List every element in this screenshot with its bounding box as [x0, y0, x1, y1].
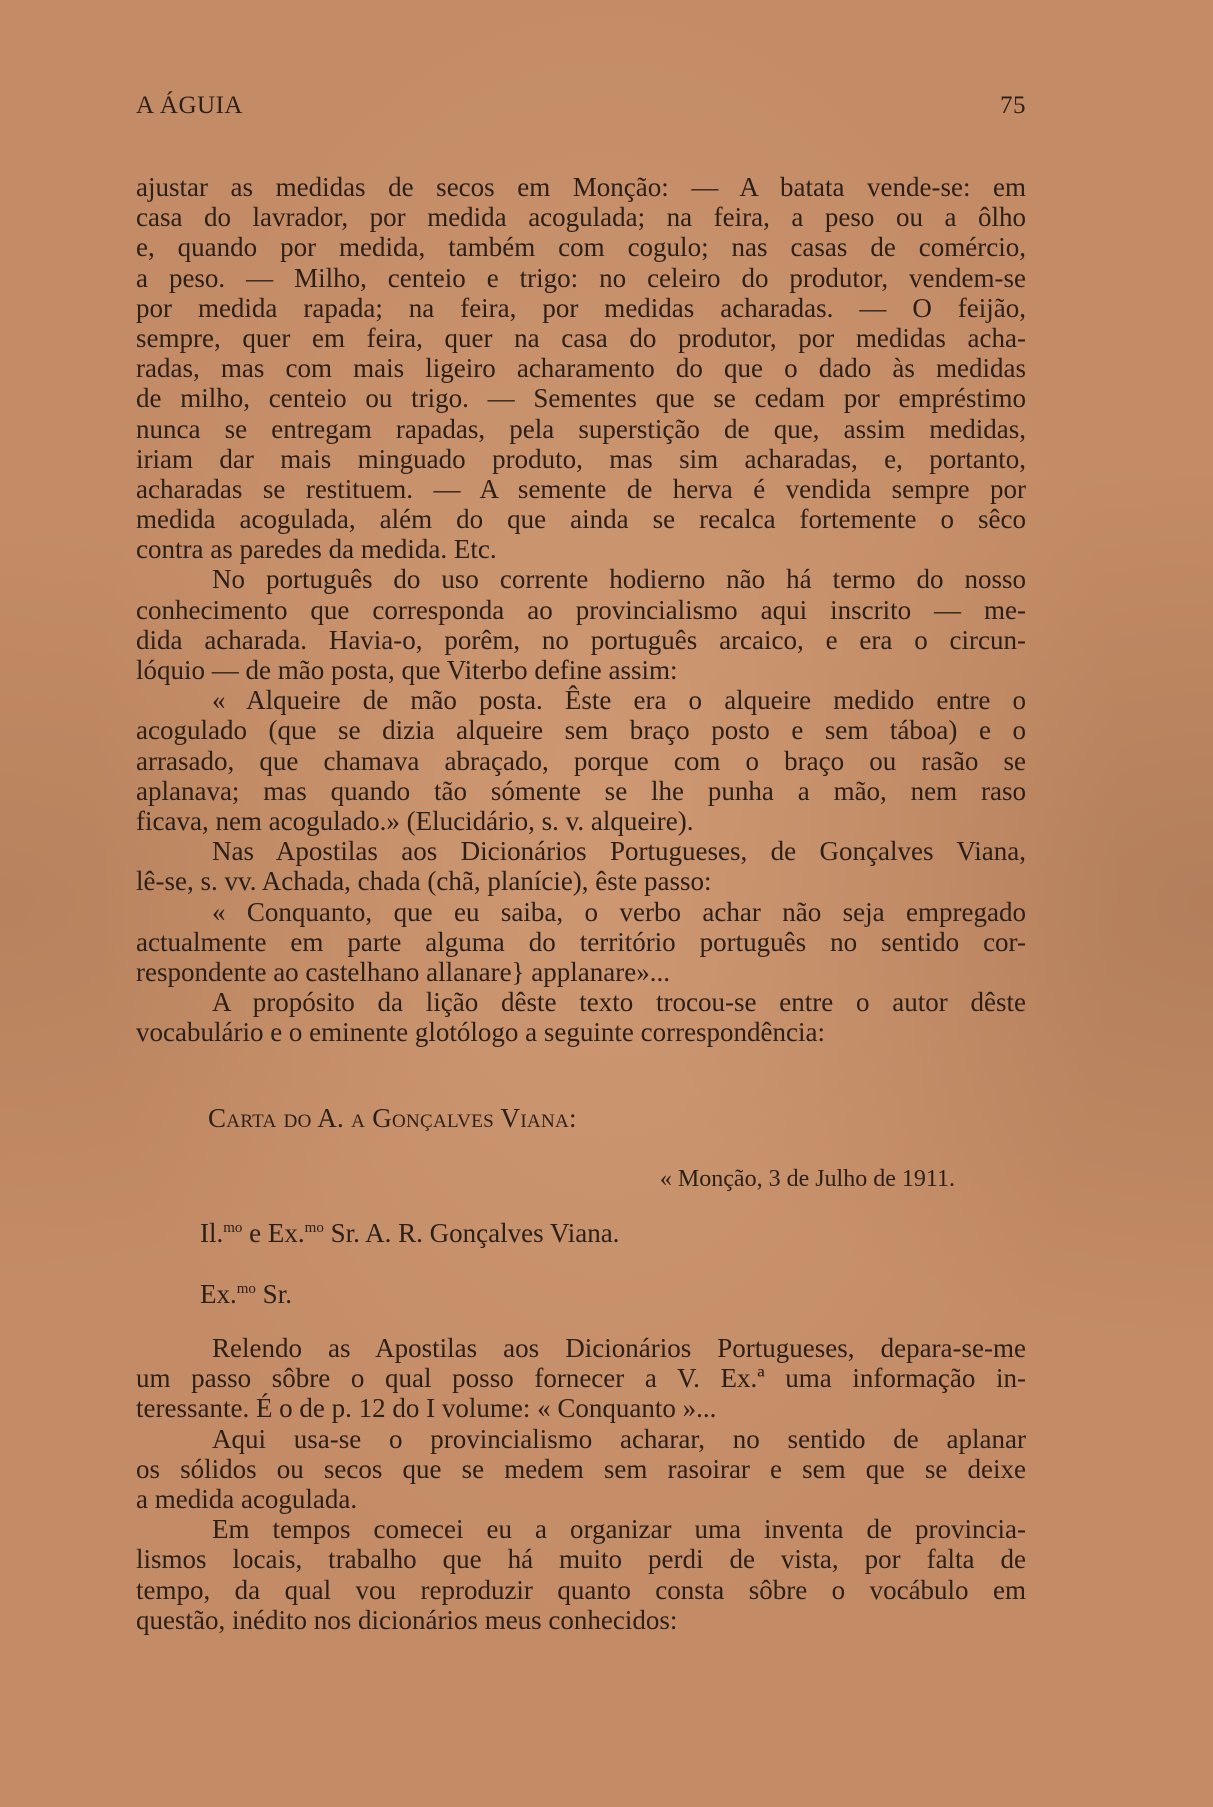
- letter-body: [136, 1333, 1026, 1635]
- text-line: No português do uso corrente hodierno não há termo do nosso: [212, 564, 1026, 595]
- text-line: iriam dar mais minguado produto, mas sim acharadas, e, portanto,: [136, 443, 1026, 474]
- quote-line: actualmente em parte alguma do território português no sentido cor-: [136, 926, 1026, 957]
- body-text: [136, 172, 1026, 1047]
- text-line: de milho, centeio ou trigo. — Sementes que se cedam por empréstimo: [136, 383, 1026, 414]
- page-number: 75: [1000, 92, 1026, 119]
- salutation-prefix: Il.: [200, 1218, 224, 1248]
- greeting-rest: Sr.: [255, 1279, 292, 1309]
- letter-line: questão, inédito nos dicionários meus conhecidos:: [136, 1604, 678, 1635]
- letter-line: Em tempos comecei eu a organizar uma inventa de provincia-: [212, 1514, 1026, 1545]
- quote-line: aplanava; mas quando tão sómente se lhe punha a mão, nem raso: [136, 775, 1026, 806]
- quote-line: « Alqueire de mão posta. Êste era o alqueire medido entre o: [212, 685, 1026, 716]
- text-line: dida acharada. Havia-o, porêm, no português arcaico, e era o circun-: [136, 624, 1026, 655]
- superscript: mo: [304, 1220, 324, 1236]
- text-line: a peso. — Milho, centeio e trigo: no celeiro do produtor, vendem-se: [136, 262, 1026, 293]
- letter-line: tempo, da qual vou reproduzir quanto consta sôbre o vocábulo em: [136, 1574, 1026, 1605]
- text-line: contra as paredes da medida. Etc.: [136, 534, 497, 565]
- text-line: lê-se, s. vv. Achada, chada (chã, planície), êste passo:: [136, 866, 712, 897]
- letter-salutation: [200, 1218, 619, 1249]
- text-line: ajustar as medidas de secos em Monção: — A batata vende-se: em: [136, 172, 1026, 202]
- letter-line: os sólidos ou secos que se medem sem rasoirar e sem que se deixe: [136, 1453, 1026, 1484]
- text-line: Nas Apostilas aos Dicionários Portugueses, de Gonçalves Viana,: [212, 836, 1026, 867]
- quote-line: respondente ao castelhano allanare} applanare»...: [136, 956, 670, 987]
- letter-line: a medida acogulada.: [136, 1483, 358, 1514]
- text-line: radas, mas com mais ligeiro acharamento do que o dado às medidas: [136, 353, 1026, 384]
- text-line: casa do lavrador, por medida acogulada; na feira, a peso ou a ôlho: [136, 202, 1026, 233]
- letter-line: lismos locais, trabalho que há muito perdi de vista, por falta de: [136, 1544, 1026, 1575]
- superscript: mo: [236, 1281, 256, 1297]
- letter-greeting: [200, 1279, 292, 1310]
- salutation-rest: Sr. A. R. Gonçalves Viana.: [323, 1218, 620, 1248]
- letter-line: um passo sôbre o qual posso fornecer a V. Ex.ª uma informação in-: [136, 1363, 1026, 1394]
- superscript: mo: [223, 1220, 243, 1236]
- text-line: e, quando por medida, também com cogulo; nas casas de comércio,: [136, 232, 1026, 263]
- text-line: sempre, quer em feira, quer na casa do produtor, por medidas acha-: [136, 322, 1026, 353]
- text-line: conhecimento que corresponda ao provincialismo aqui inscrito — me-: [136, 594, 1026, 625]
- quote-line: arrasado, que chamava abraçado, porque com o braço ou rasão se: [136, 745, 1026, 776]
- letter-line: Relendo as Apostilas aos Dicionários Portugueses, depara-se-me: [212, 1333, 1026, 1363]
- salutation-middle: e Ex.: [242, 1218, 305, 1248]
- quote-line: ficava, nem acogulado.» (Elucidário, s. v. alqueire).: [136, 805, 694, 836]
- text-line: nunca se entregam rapadas, pela superstição de que, assim medidas,: [136, 413, 1026, 444]
- text-line: vocabulário e o eminente glotólogo a seguinte correspondência:: [136, 1017, 826, 1048]
- quote-line: acogulado (que se dizia alqueire sem braço posto e sem táboa) e o: [136, 715, 1026, 746]
- letter-line: teressante. É o de p. 12 do I volume: « Conquanto »...: [136, 1393, 717, 1424]
- text-line: lóquio — de mão posta, que Viterbo define assim:: [136, 655, 678, 685]
- letter-heading: Carta do A. a Gonçalves Viana:: [208, 1103, 577, 1133]
- journal-title: A ÁGUIA: [136, 92, 243, 119]
- text-line: medida acogulada, além do que ainda se recalca fortemente o sêco: [136, 504, 1026, 535]
- running-head: [136, 92, 1026, 132]
- text-line: A propósito da lição dêste texto trocou-se entre o autor dêste: [212, 987, 1026, 1018]
- text-line: acharadas se restituem. — A semente de herva é vendida sempre por: [136, 473, 1026, 504]
- quote-line: « Conquanto, que eu saiba, o verbo achar não seja empregado: [212, 896, 1026, 927]
- letter-line: Aqui usa-se o provincialismo acharar, no sentido de aplanar: [212, 1423, 1026, 1454]
- text-line: por medida rapada; na feira, por medidas acharadas. — O feijão,: [136, 292, 1026, 323]
- letter-dateline: « Monção, 3 de Julho de 1911.: [659, 1166, 955, 1192]
- greeting-prefix: Ex.: [200, 1279, 237, 1309]
